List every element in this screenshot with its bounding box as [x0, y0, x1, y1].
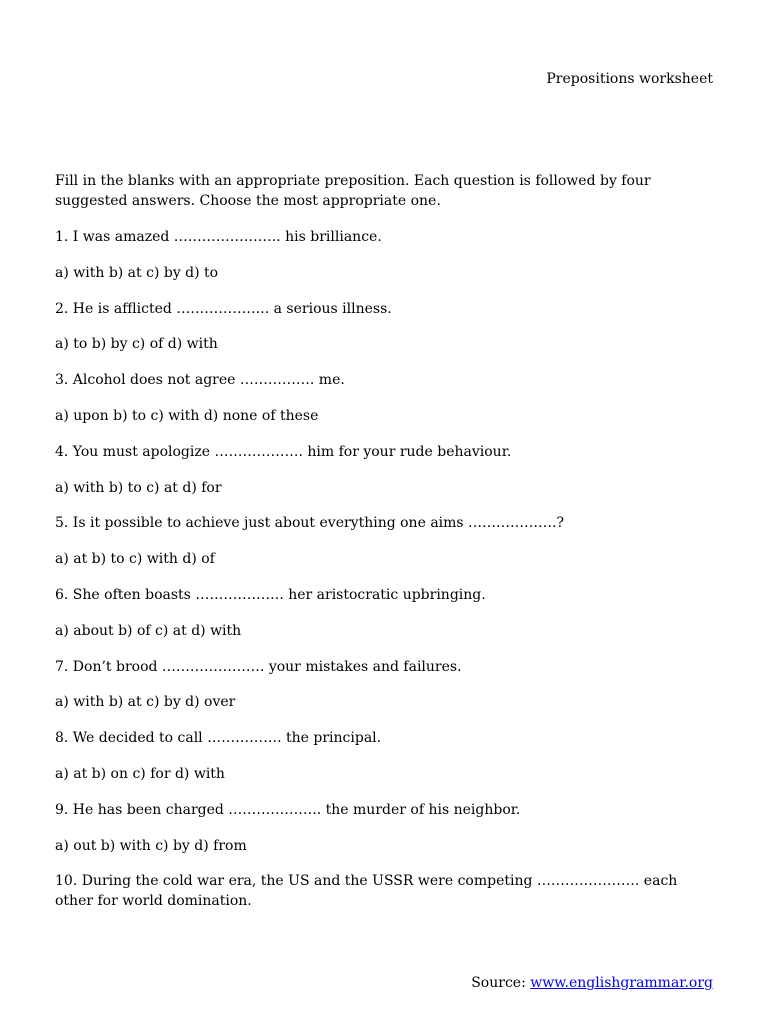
source-line: [471, 974, 713, 992]
options-6: a) about b) of c) at d) with: [55, 622, 242, 639]
question-6: 6. She often boasts ………………. her aristocratic upbringing.: [55, 586, 486, 603]
options-8: a) at b) on c) for d) with: [55, 765, 225, 782]
question-7: 7. Don’t brood …………………. your mistakes and failures.: [55, 658, 462, 675]
options-4: a) with b) to c) at d) for: [55, 479, 222, 496]
source-label: Source:: [471, 975, 531, 991]
worksheet-body: [55, 172, 715, 928]
options-7: a) with b) at c) by d) over: [55, 694, 236, 711]
options-1: a) with b) at c) by d) to: [55, 264, 219, 281]
question-2: 2. He is afflicted ……………….. a serious illness.: [55, 300, 392, 317]
question-9: 9. He has been charged ……………….. the murder of his neighbor.: [55, 801, 521, 818]
source-link[interactable]: www.englishgrammar.org: [530, 975, 713, 991]
question-1: 1. I was amazed ………………….. his brilliance.: [55, 229, 382, 245]
question-3: 3. Alcohol does not agree ……………. me.: [55, 372, 345, 389]
question-5: 5. Is it possible to achieve just about everything one aims ……………….?: [55, 515, 565, 532]
options-5: a) at b) to c) with d) of: [55, 551, 215, 568]
worksheet-title: Prepositions worksheet: [546, 71, 713, 87]
options-3: a) upon b) to c) with d) none of these: [55, 407, 319, 424]
question-4: 4. You must apologize ………………. him for your rude behaviour.: [55, 443, 512, 460]
question-8: 8. We decided to call ……………. the principal.: [55, 730, 382, 747]
instructions-text: Fill in the blanks with an appropriate preposition. Each question is followed by four suggested answers. Choose the most appropriate one.: [55, 173, 651, 209]
options-9: a) out b) with c) by d) from: [55, 837, 247, 854]
questions-list: [55, 228, 715, 911]
question-10: 10. During the cold war era, the US and the USSR were competing …………………. each other for world domination.: [55, 873, 678, 909]
options-2: a) to b) by c) of d) with: [55, 336, 218, 353]
